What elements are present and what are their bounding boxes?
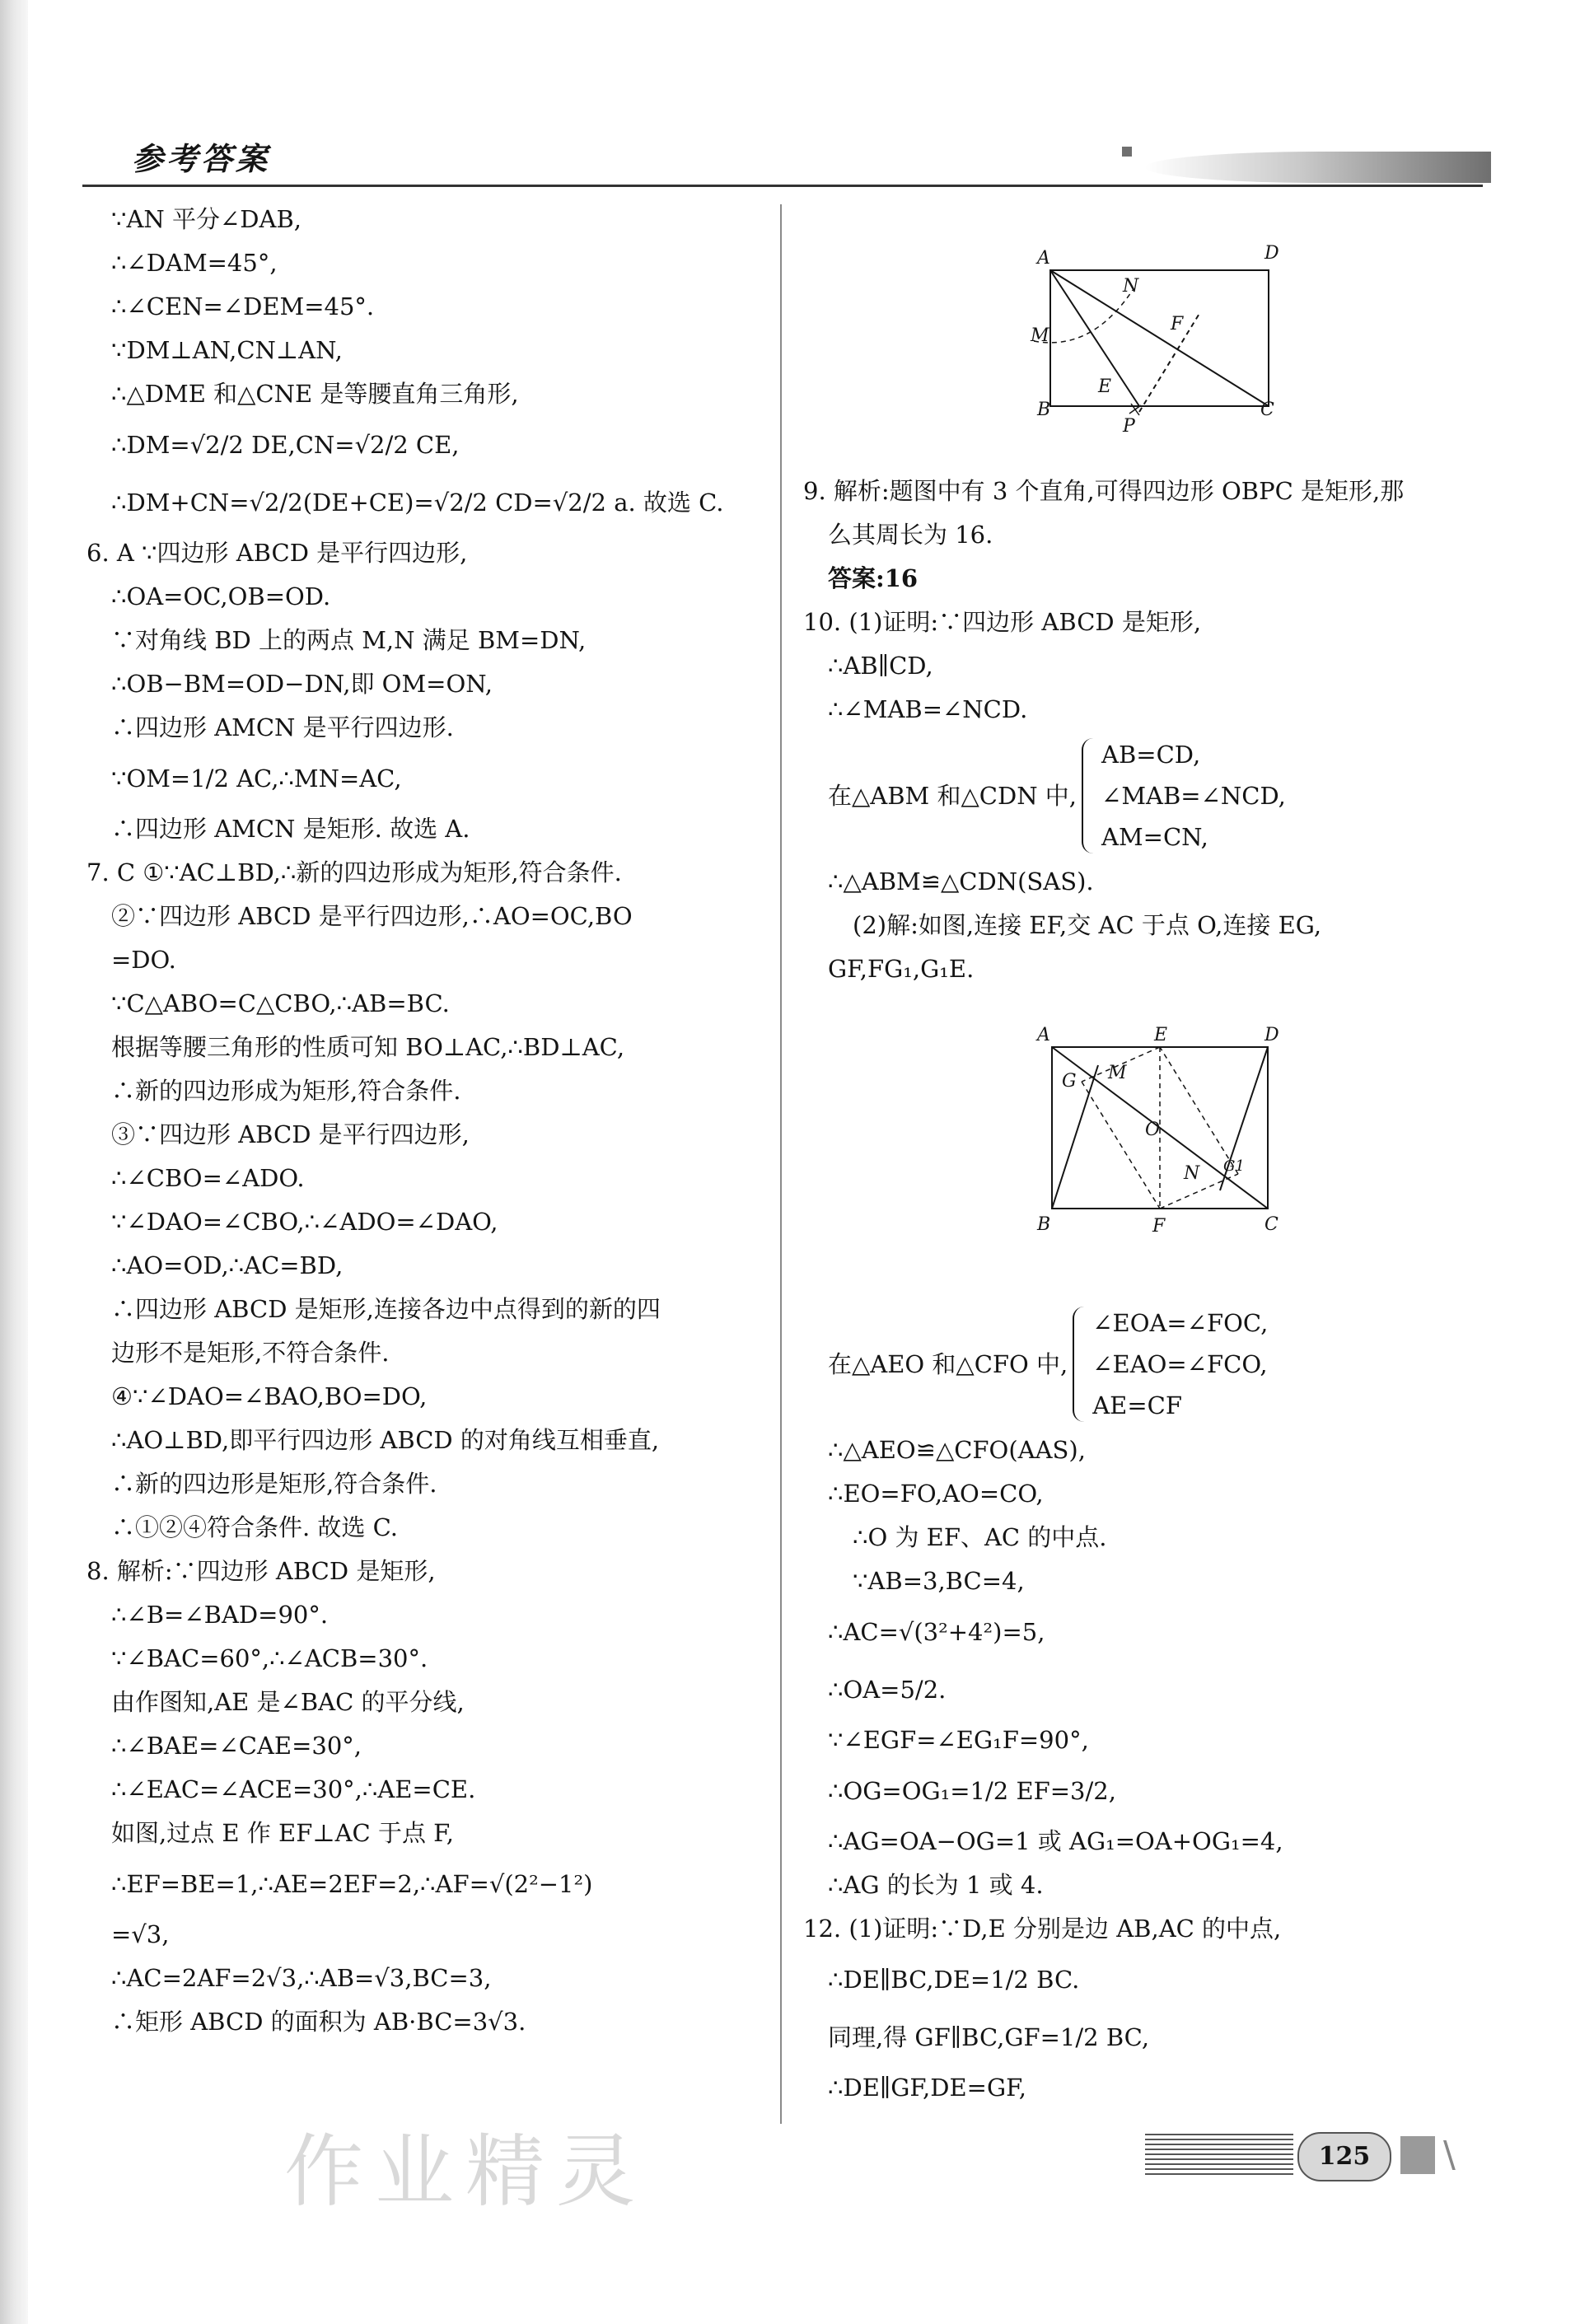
text-line: ∴AO=OD,∴AC=BD, bbox=[111, 1251, 344, 1279]
fig2-dashed-gf bbox=[1082, 1082, 1160, 1209]
header-rule bbox=[82, 185, 1483, 187]
text-line: ∵对角线 BD 上的两点 M,N 满足 BM=DN, bbox=[111, 626, 587, 654]
brace-lines bbox=[1101, 734, 1286, 858]
fig2-label: A bbox=[1037, 1025, 1050, 1045]
header-swoosh-ornament bbox=[1145, 152, 1491, 183]
text-line: ∴四边形 AMCN 是平行四边形. bbox=[111, 713, 454, 741]
footer-ornament-slash: \ bbox=[1443, 2134, 1456, 2176]
fig2-label: G1 bbox=[1223, 1157, 1245, 1175]
text-line: ∴∠EAC=∠ACE=30°,∴AE=CE. bbox=[111, 1775, 476, 1803]
condition-line: AB=CD, bbox=[1101, 741, 1201, 769]
text-line: ∴AG 的长为 1 或 4. bbox=[828, 1871, 1044, 1899]
text-line: ∵AB=3,BC=4, bbox=[853, 1567, 1025, 1595]
fig2-label: N bbox=[1184, 1163, 1200, 1184]
fig1-label: A bbox=[1037, 248, 1050, 269]
fig1-label: F bbox=[1171, 314, 1184, 334]
text-line: ∴∠CEN=∠DEM=45°. bbox=[111, 292, 375, 320]
condition-line: AM=CN, bbox=[1101, 823, 1208, 851]
text-line: 7. C ①∵AC⊥BD,∴新的四边形成为矩形,符合条件. bbox=[86, 858, 622, 886]
text-line: ∴∠MAB=∠NCD. bbox=[828, 695, 1028, 723]
fig2-dashed-g1e bbox=[1160, 1047, 1238, 1174]
condition-line: ∠MAB=∠NCD, bbox=[1101, 782, 1286, 810]
fig1-label: D bbox=[1264, 243, 1279, 264]
fig2-label: C bbox=[1264, 1214, 1278, 1235]
brace-label: 在△ABM 和△CDN 中, bbox=[828, 781, 1077, 810]
text-line: ∴OG=OG₁=1/2 EF=3/2, bbox=[828, 1777, 1116, 1805]
text-line: ∴新的四边形成为矩形,符合条件. bbox=[111, 1077, 461, 1105]
watermark: 作业精灵 bbox=[284, 2125, 647, 2218]
right-column bbox=[803, 470, 1487, 2110]
text-line: =DO. bbox=[111, 946, 176, 974]
text-line: ∴△AEO≌△CFO(AAS), bbox=[828, 1436, 1086, 1464]
text-line: ∴∠DAM=45°, bbox=[111, 249, 278, 277]
text-line: ∵C△ABO=C△CBO,∴AB=BC. bbox=[111, 989, 450, 1017]
text-line: 边形不是矩形,不符合条件. bbox=[111, 1339, 390, 1367]
text-line: 根据等腰三角形的性质可知 BO⊥AC,∴BD⊥AC, bbox=[111, 1033, 625, 1061]
text-line: 10. (1)证明:∵四边形 ABCD 是矩形, bbox=[803, 608, 1202, 636]
text-line: ∴OA=5/2. bbox=[828, 1676, 947, 1704]
text-line: GF,FG₁,G₁E. bbox=[828, 955, 975, 983]
fig1-label: M bbox=[1031, 325, 1049, 346]
fig2-label: O bbox=[1145, 1120, 1161, 1140]
text-line: 如图,过点 E 作 EF⊥AC 于点 F, bbox=[111, 1819, 454, 1847]
text-line: ∴DE∥BC,DE=1/2 BC. bbox=[828, 1966, 1080, 1994]
condition-line: ∠EOA=∠FOC, bbox=[1092, 1309, 1269, 1337]
text-line: 12. (1)证明:∵D,E 分别是边 AB,AC 的中点, bbox=[803, 1915, 1282, 1943]
text-line: ∴AG=OA−OG=1 或 AG₁=OA+OG₁=4, bbox=[828, 1827, 1283, 1855]
figure-2-svg bbox=[1026, 1017, 1297, 1244]
text-line: ∴∠B=∠BAD=90°. bbox=[111, 1601, 329, 1629]
brace-lines bbox=[1092, 1302, 1268, 1426]
fig2-label: D bbox=[1264, 1025, 1279, 1045]
condition-line: ∠EAO=∠FCO, bbox=[1092, 1350, 1268, 1378]
brace-label: 在△AEO 和△CFO 中, bbox=[828, 1349, 1068, 1378]
fig2-label: G bbox=[1062, 1071, 1077, 1092]
curly-brace bbox=[1082, 738, 1096, 853]
text-line: ∴DE∥GF,DE=GF, bbox=[828, 2074, 1026, 2102]
text-line: 9. 解析:题图中有 3 个直角,可得四边形 OBPC 是矩形,那 bbox=[803, 477, 1405, 505]
curly-brace bbox=[1073, 1307, 1087, 1422]
text-line: 8. 解析:∵四边形 ABCD 是矩形, bbox=[86, 1557, 436, 1585]
fig1-label: P bbox=[1123, 416, 1135, 437]
text-line: ∴EO=FO,AO=CO, bbox=[828, 1480, 1044, 1508]
text-line: ∴四边形 ABCD 是矩形,连接各边中点得到的新的四 bbox=[111, 1295, 661, 1323]
page-header bbox=[82, 132, 1483, 198]
fig1-label: N bbox=[1123, 276, 1139, 297]
text-line: =√3, bbox=[111, 1920, 170, 1948]
text-line: ∵∠BAC=60°,∴∠ACB=30°. bbox=[111, 1644, 428, 1672]
figure-rectangle-angle-bisector bbox=[1026, 241, 1289, 438]
congruence-condition-block bbox=[803, 1300, 1487, 1429]
figure-rectangle-midpoints bbox=[1026, 1017, 1297, 1244]
fig1-diagonal-ac bbox=[1050, 270, 1269, 406]
text-line: 6. A ∵四边形 ABCD 是平行四边形, bbox=[86, 539, 468, 567]
text-line: 么其周长为 16. bbox=[828, 521, 993, 549]
text-line: ②∵四边形 ABCD 是平行四边形,∴AO=OC,BO bbox=[111, 902, 633, 930]
text-line: ∴AC=2AF=2√3,∴AB=√3,BC=3, bbox=[111, 1964, 492, 1992]
text-line: ∴O 为 EF、AC 的中点. bbox=[853, 1523, 1107, 1551]
figure-1-svg bbox=[1026, 241, 1289, 438]
text-line: ∴△DME 和△CNE 是等腰直角三角形, bbox=[111, 380, 519, 408]
text-line: ∵DM⊥AN,CN⊥AN, bbox=[111, 336, 343, 364]
answer-line: 答案:16 bbox=[828, 564, 919, 592]
text-line: ④∵∠DAO=∠BAO,BO=DO, bbox=[111, 1382, 428, 1410]
text-line: ∴AC=√(3²+4²)=5, bbox=[828, 1618, 1045, 1646]
text-line: ∴EF=BE=1,∴AE=2EF=2,∴AF=√(2²−1²) bbox=[111, 1870, 593, 1898]
text-line: ∴AO⊥BD,即平行四边形 ABCD 的对角线互相垂直, bbox=[111, 1426, 660, 1454]
fig2-label: F bbox=[1152, 1216, 1166, 1237]
text-line: ∴DM+CN=√2/2(DE+CE)=√2/2 CD=√2/2 a. 故选 C. bbox=[111, 489, 724, 517]
text-line: ∴AB∥CD, bbox=[828, 652, 933, 680]
footer-ornament-block bbox=[1400, 2136, 1435, 2174]
column-divider bbox=[780, 204, 782, 2124]
left-column bbox=[86, 198, 762, 2044]
text-line: ∴△ABM≌△CDN(SAS). bbox=[828, 867, 1094, 895]
congruence-condition-block bbox=[803, 732, 1487, 860]
text-line: (2)解:如图,连接 EF,交 AC 于点 O,连接 EG, bbox=[853, 911, 1322, 939]
text-line: ∵OM=1/2 AC,∴MN=AC, bbox=[111, 765, 402, 793]
text-line: 同理,得 GF∥BC,GF=1/2 BC, bbox=[828, 2023, 1150, 2051]
text-line: ∵∠DAO=∠CBO,∴∠ADO=∠DAO, bbox=[111, 1208, 498, 1236]
text-line: ∴DM=√2/2 DE,CN=√2/2 CE, bbox=[111, 431, 460, 459]
text-line: ∴∠BAE=∠CAE=30°, bbox=[111, 1732, 362, 1760]
text-line: ∴OB−BM=OD−DN,即 OM=ON, bbox=[111, 670, 493, 698]
text-line: ∴∠CBO=∠ADO. bbox=[111, 1164, 305, 1192]
fig1-label: B bbox=[1037, 400, 1051, 420]
fig2-label: M bbox=[1108, 1063, 1127, 1083]
text-line: ∴矩形 ABCD 的面积为 AB·BC=3√3. bbox=[111, 2008, 526, 2036]
text-line: ∴四边形 AMCN 是矩形. 故选 A. bbox=[111, 815, 470, 843]
text-line: ∵∠EGF=∠EG₁F=90°, bbox=[828, 1726, 1089, 1754]
page-edge bbox=[0, 0, 28, 2324]
page-number: 125 bbox=[1297, 2132, 1391, 2181]
text-line: ∴新的四边形是矩形,符合条件. bbox=[111, 1470, 437, 1498]
fig2-label: B bbox=[1037, 1214, 1051, 1235]
footer-ornament-lines bbox=[1145, 2134, 1293, 2175]
text-line: ③∵四边形 ABCD 是平行四边形, bbox=[111, 1120, 470, 1148]
text-line: ∵AN 平分∠DAB, bbox=[111, 205, 302, 233]
fig2-label: E bbox=[1154, 1025, 1168, 1045]
fig1-label: E bbox=[1098, 376, 1112, 397]
text-line: ∴OA=OC,OB=OD. bbox=[111, 582, 331, 610]
fig1-label: C bbox=[1260, 400, 1274, 420]
text-line: 由作图知,AE 是∠BAC 的平分线, bbox=[111, 1688, 465, 1716]
fig1-dashed-ef bbox=[1139, 312, 1200, 412]
condition-line: AE=CF bbox=[1092, 1391, 1182, 1419]
text-line: ∴①②④符合条件. 故选 C. bbox=[111, 1513, 399, 1541]
header-ornament-square bbox=[1122, 147, 1132, 157]
header-title: 参考答案 bbox=[132, 140, 271, 177]
